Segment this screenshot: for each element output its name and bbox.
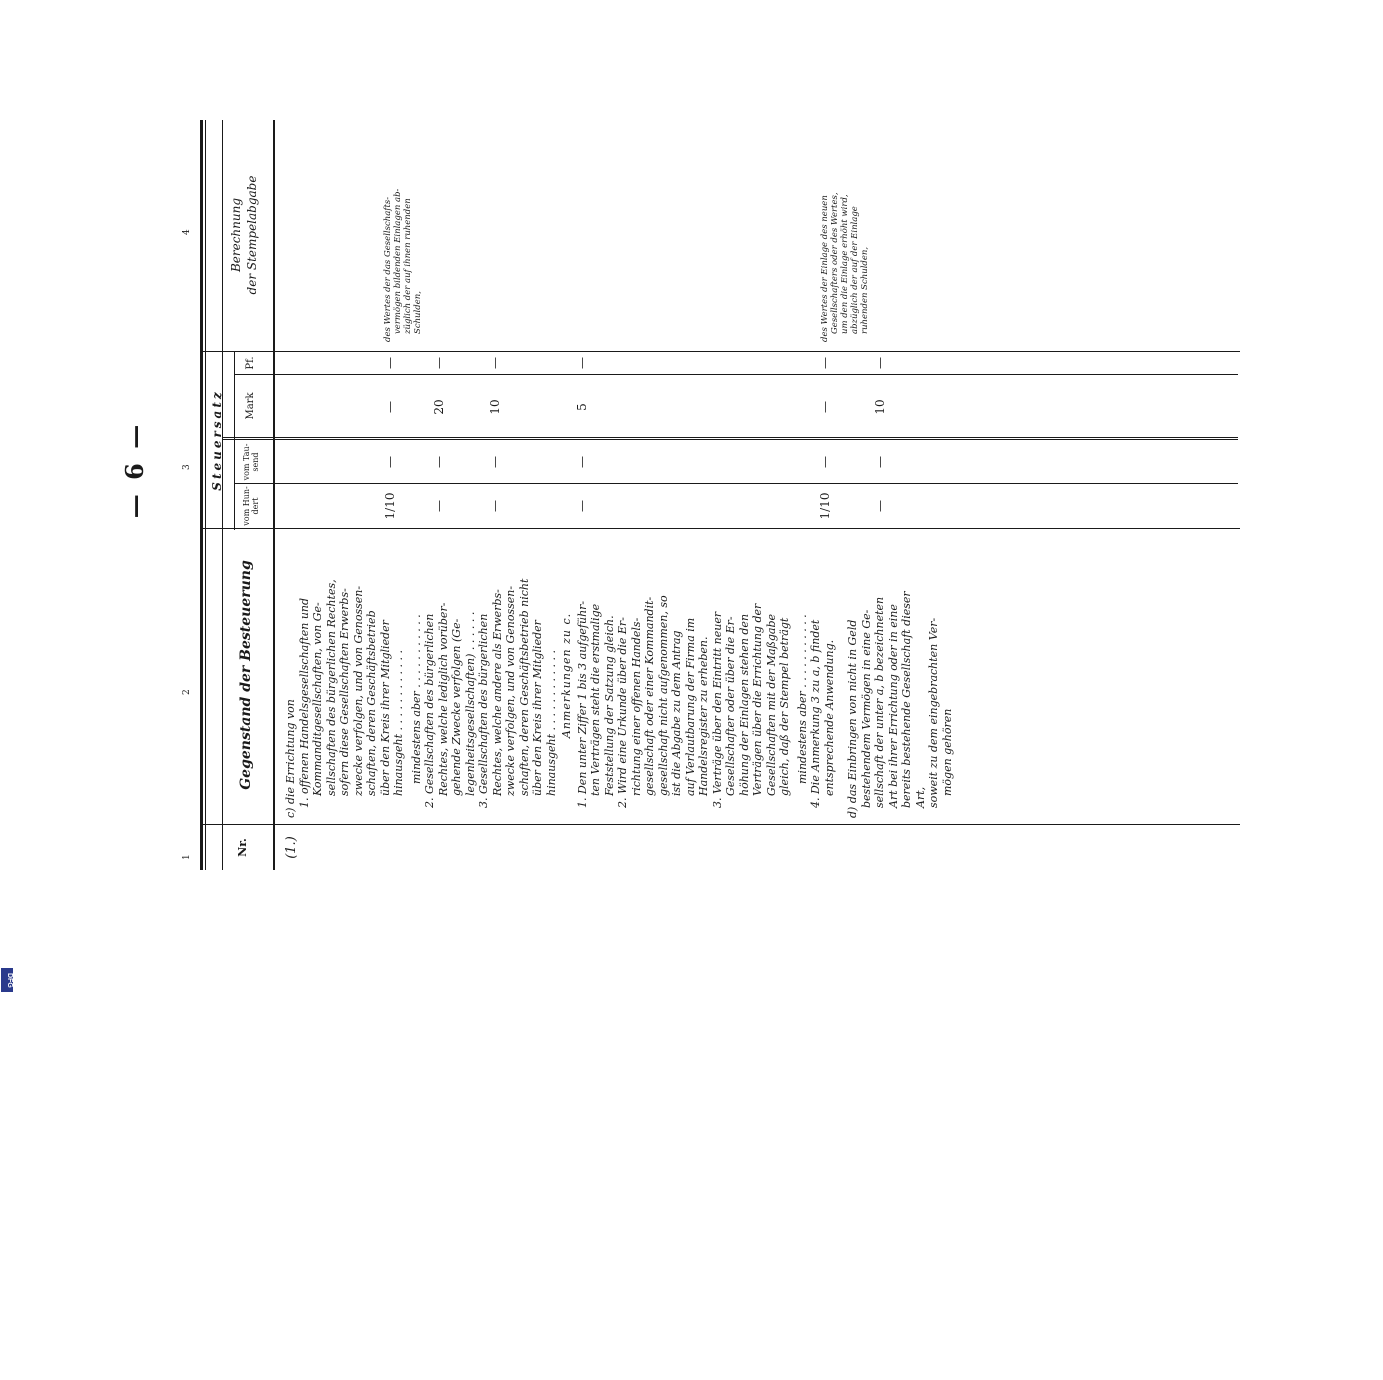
c3-rate-pf: — [575, 357, 589, 369]
c3-rate-hundert: — [575, 500, 589, 512]
c2-rate-tausend: — [488, 456, 502, 468]
tausend-column-rule [222, 439, 1238, 440]
n4-line-1: 4. Die Anmerkung 3 zu a, b findet [809, 619, 822, 808]
n1-line-3: Feststellung der Satzung gleich. [602, 615, 616, 796]
calc-header-line-2: der Stempelabgabe [245, 175, 259, 295]
rate-mark-header: Mark [245, 392, 256, 420]
document-page [120, 120, 1238, 870]
n3-line-3: höhung der Einlagen stehen den [737, 613, 751, 796]
c2-rate-hundert: — [488, 500, 502, 512]
nr-header: Nr. [236, 838, 249, 857]
rate-header-rule [234, 352, 235, 530]
c3-rate-tausend: — [575, 456, 589, 468]
n2-line-6: auf Verlautbarung der Firma im [683, 617, 697, 796]
n3-line-2: Gesellschafter oder über die Er- [724, 616, 737, 796]
tausend-column-rule-double [222, 437, 1238, 438]
n3-line-5: Gesellschaften mit der Maßgabe [764, 613, 778, 796]
c1-rate-mark: — [383, 401, 397, 413]
c1-min-rate-hundert: — [432, 500, 446, 512]
c3-line-3: zwecke verfolgen, und von Genossen- [504, 585, 517, 796]
c1-line-6: schaften, deren Geschäftsbetrieb [365, 610, 378, 796]
c1-line-4: sofern diese Gesellschaften Erwerbs- [338, 588, 351, 796]
n2-line-3: gesellschaft oder einer Kommandit- [643, 596, 656, 796]
rate-hundert-header: vom Hun-dert [242, 486, 260, 526]
rate-header: Steuersatz [210, 389, 224, 491]
rate-column-rule [200, 351, 1240, 352]
remark-c1-line-1: des Wertes der das Gesellschafts- [383, 196, 393, 342]
remark-n3-line-2: Gesellschafters oder des Wertes, [830, 192, 840, 334]
d-line-4: Art bei ihrer Errichtung oder in eine [886, 604, 900, 808]
c1-minimum: mindestens aber . . . . . . . . . . . [409, 614, 423, 784]
c2-line-4: legenheitsgesellschaften) . . . . . . [463, 611, 477, 796]
digitization-sidebar [0, 610, 14, 1000]
c1-line-7: über den Kreis ihrer Mitglieder [378, 620, 392, 796]
c3-line-5: über den Kreis ihrer Mitglieder [531, 620, 544, 796]
c1-line-3: sellschaften des bürgerlichen Rechtes, [324, 579, 338, 796]
n2-line-2: richtung einer offenen Handels- [629, 617, 643, 796]
d-line-6: Art, [913, 786, 927, 808]
c3-line-6: hinausgeht . . . . . . . . . . . . [544, 650, 558, 796]
remark-c1 [383, 127, 423, 342]
dfg-logo: DFG [1, 968, 13, 992]
remark-n3-line-5: ruhenden Schulden, [860, 246, 870, 334]
top-rule-thin [205, 120, 206, 870]
column-number-4: 4 [182, 229, 192, 235]
c2-line-3: gehende Zwecke verfolgen (Ge- [450, 618, 463, 796]
d-line-5: bereits bestehende Gesellschaft dieser [900, 591, 913, 808]
c1-min-rate-mark: 20 [432, 399, 446, 415]
remark-n3-line-3: um den die Einlage erhöht wird, [840, 194, 850, 334]
d-line-7: soweit zu dem eingebrachten Ver- [927, 617, 940, 808]
n3-minimum: mindestens aber . . . . . . . . . . . [795, 614, 809, 784]
remark-c1-line-2: vermögen bildenden Einlagen ab- [393, 188, 403, 334]
c2-line-1: 2. Gesellschaften des bürgerlichen [423, 613, 436, 808]
c2-line-2: Rechtes, welche lediglich vorüber- [436, 602, 450, 796]
n3-min-rate-mark: 10 [873, 399, 887, 415]
nr-column-rule [200, 824, 1240, 825]
n3-line-6: gleich, daß der Stempel beträgt [778, 617, 791, 796]
remark-c1-line-3: züglich der auf ihnen ruhenden [403, 198, 413, 334]
subject-header: Gegenstand der Besteuerung [238, 560, 254, 790]
n2-line-7: Handelsregister zu erheben. [697, 636, 710, 796]
d-line-8: mögen gehören [940, 708, 954, 796]
remark-c1-line-4: Schulden, [413, 291, 423, 334]
c1-min-rate-pf: — [432, 357, 446, 369]
page-number: — 6 — [120, 421, 149, 519]
n2-line-4: gesellschaft nicht aufgenommen, so [656, 595, 670, 796]
n3-rate-pf: — [818, 357, 832, 369]
c-intro: c) die Errichtung von [284, 699, 297, 818]
rate-pf-header: Pf. [245, 356, 256, 370]
d-line-1: d) das Einbringen von nicht in Geld [846, 619, 859, 818]
c3-line-4: schaften, deren Geschäftsbetrieb nicht [517, 578, 531, 796]
n3-rate-tausend: — [818, 456, 832, 468]
c1-line-2: Kommanditgesellschaften, von Ge- [311, 602, 324, 796]
calc-header [228, 120, 260, 350]
c1-line-5: zwecke verfolgen, und von Genossen- [351, 585, 365, 796]
remark-n3 [820, 127, 870, 342]
c2-rate-pf: — [488, 357, 502, 369]
n1-line-1: 1. Den unter Ziffer 1 bis 3 aufgeführ- [575, 600, 589, 808]
subject-text [284, 533, 954, 818]
n3-rate-hundert: 1/10 [818, 492, 832, 520]
c1-rate-tausend: — [383, 456, 397, 468]
row-marker: (1.) [284, 836, 299, 859]
n3-min-rate-pf: — [873, 357, 887, 369]
c1-rate-hundert: 1/10 [383, 492, 397, 520]
n4-line-2: entsprechende Anwendung. [822, 639, 836, 796]
c1-line-1: 1. offenen Handelsgesellschaften und [297, 597, 311, 808]
remark-n3-line-1: des Wertes der Einlage des neuen [820, 195, 830, 342]
column-number-1: 1 [182, 854, 192, 860]
column-number-3: 3 [182, 464, 192, 470]
remark-n3-line-4: abzüglich der auf der Einlage [850, 206, 860, 334]
d-line-3: sellschaft der unter a, b bezeichneten [873, 596, 886, 808]
top-rule [200, 120, 203, 870]
subject-column-rule [200, 528, 1240, 529]
n3-line-1: 3. Verträge über den Eintritt neuer [710, 611, 724, 808]
c3-rate-mark: 5 [575, 403, 589, 411]
c1-min-rate-tausend: — [432, 456, 446, 468]
c1-line-8: hinausgeht . . . . . . . . . . . . [392, 650, 405, 796]
c1-rate-pf: — [383, 357, 397, 369]
n2-line-1: 2. Wird eine Urkunde über die Er- [616, 617, 629, 808]
n2-line-5: ist die Abgabe zu dem Antrag [670, 630, 683, 796]
notes-heading: Anmerkungen zu c. [560, 612, 573, 739]
d-line-2: bestehendem Vermögen in eine Ge- [859, 609, 873, 808]
c3-line-1: 3. Gesellschaften des bürgerlichen [477, 613, 490, 808]
n3-rate-mark: — [818, 401, 832, 413]
header-rule-lower [273, 120, 275, 870]
rate-tausend-header: vom Tau-send [242, 443, 260, 481]
c3-line-2: Rechtes, welche andere als Erwerbs- [490, 589, 504, 796]
n3-min-rate-tausend: — [873, 456, 887, 468]
c2-rate-mark: 10 [488, 399, 502, 415]
calc-header-line-1: Berechnung [229, 197, 243, 273]
n1-line-2: ten Verträgen steht die erstmalige [589, 603, 602, 796]
column-number-2: 2 [182, 689, 192, 695]
n3-min-rate-hundert: — [873, 500, 887, 512]
n3-line-4: Verträgen über die Errichtung der [751, 603, 764, 796]
